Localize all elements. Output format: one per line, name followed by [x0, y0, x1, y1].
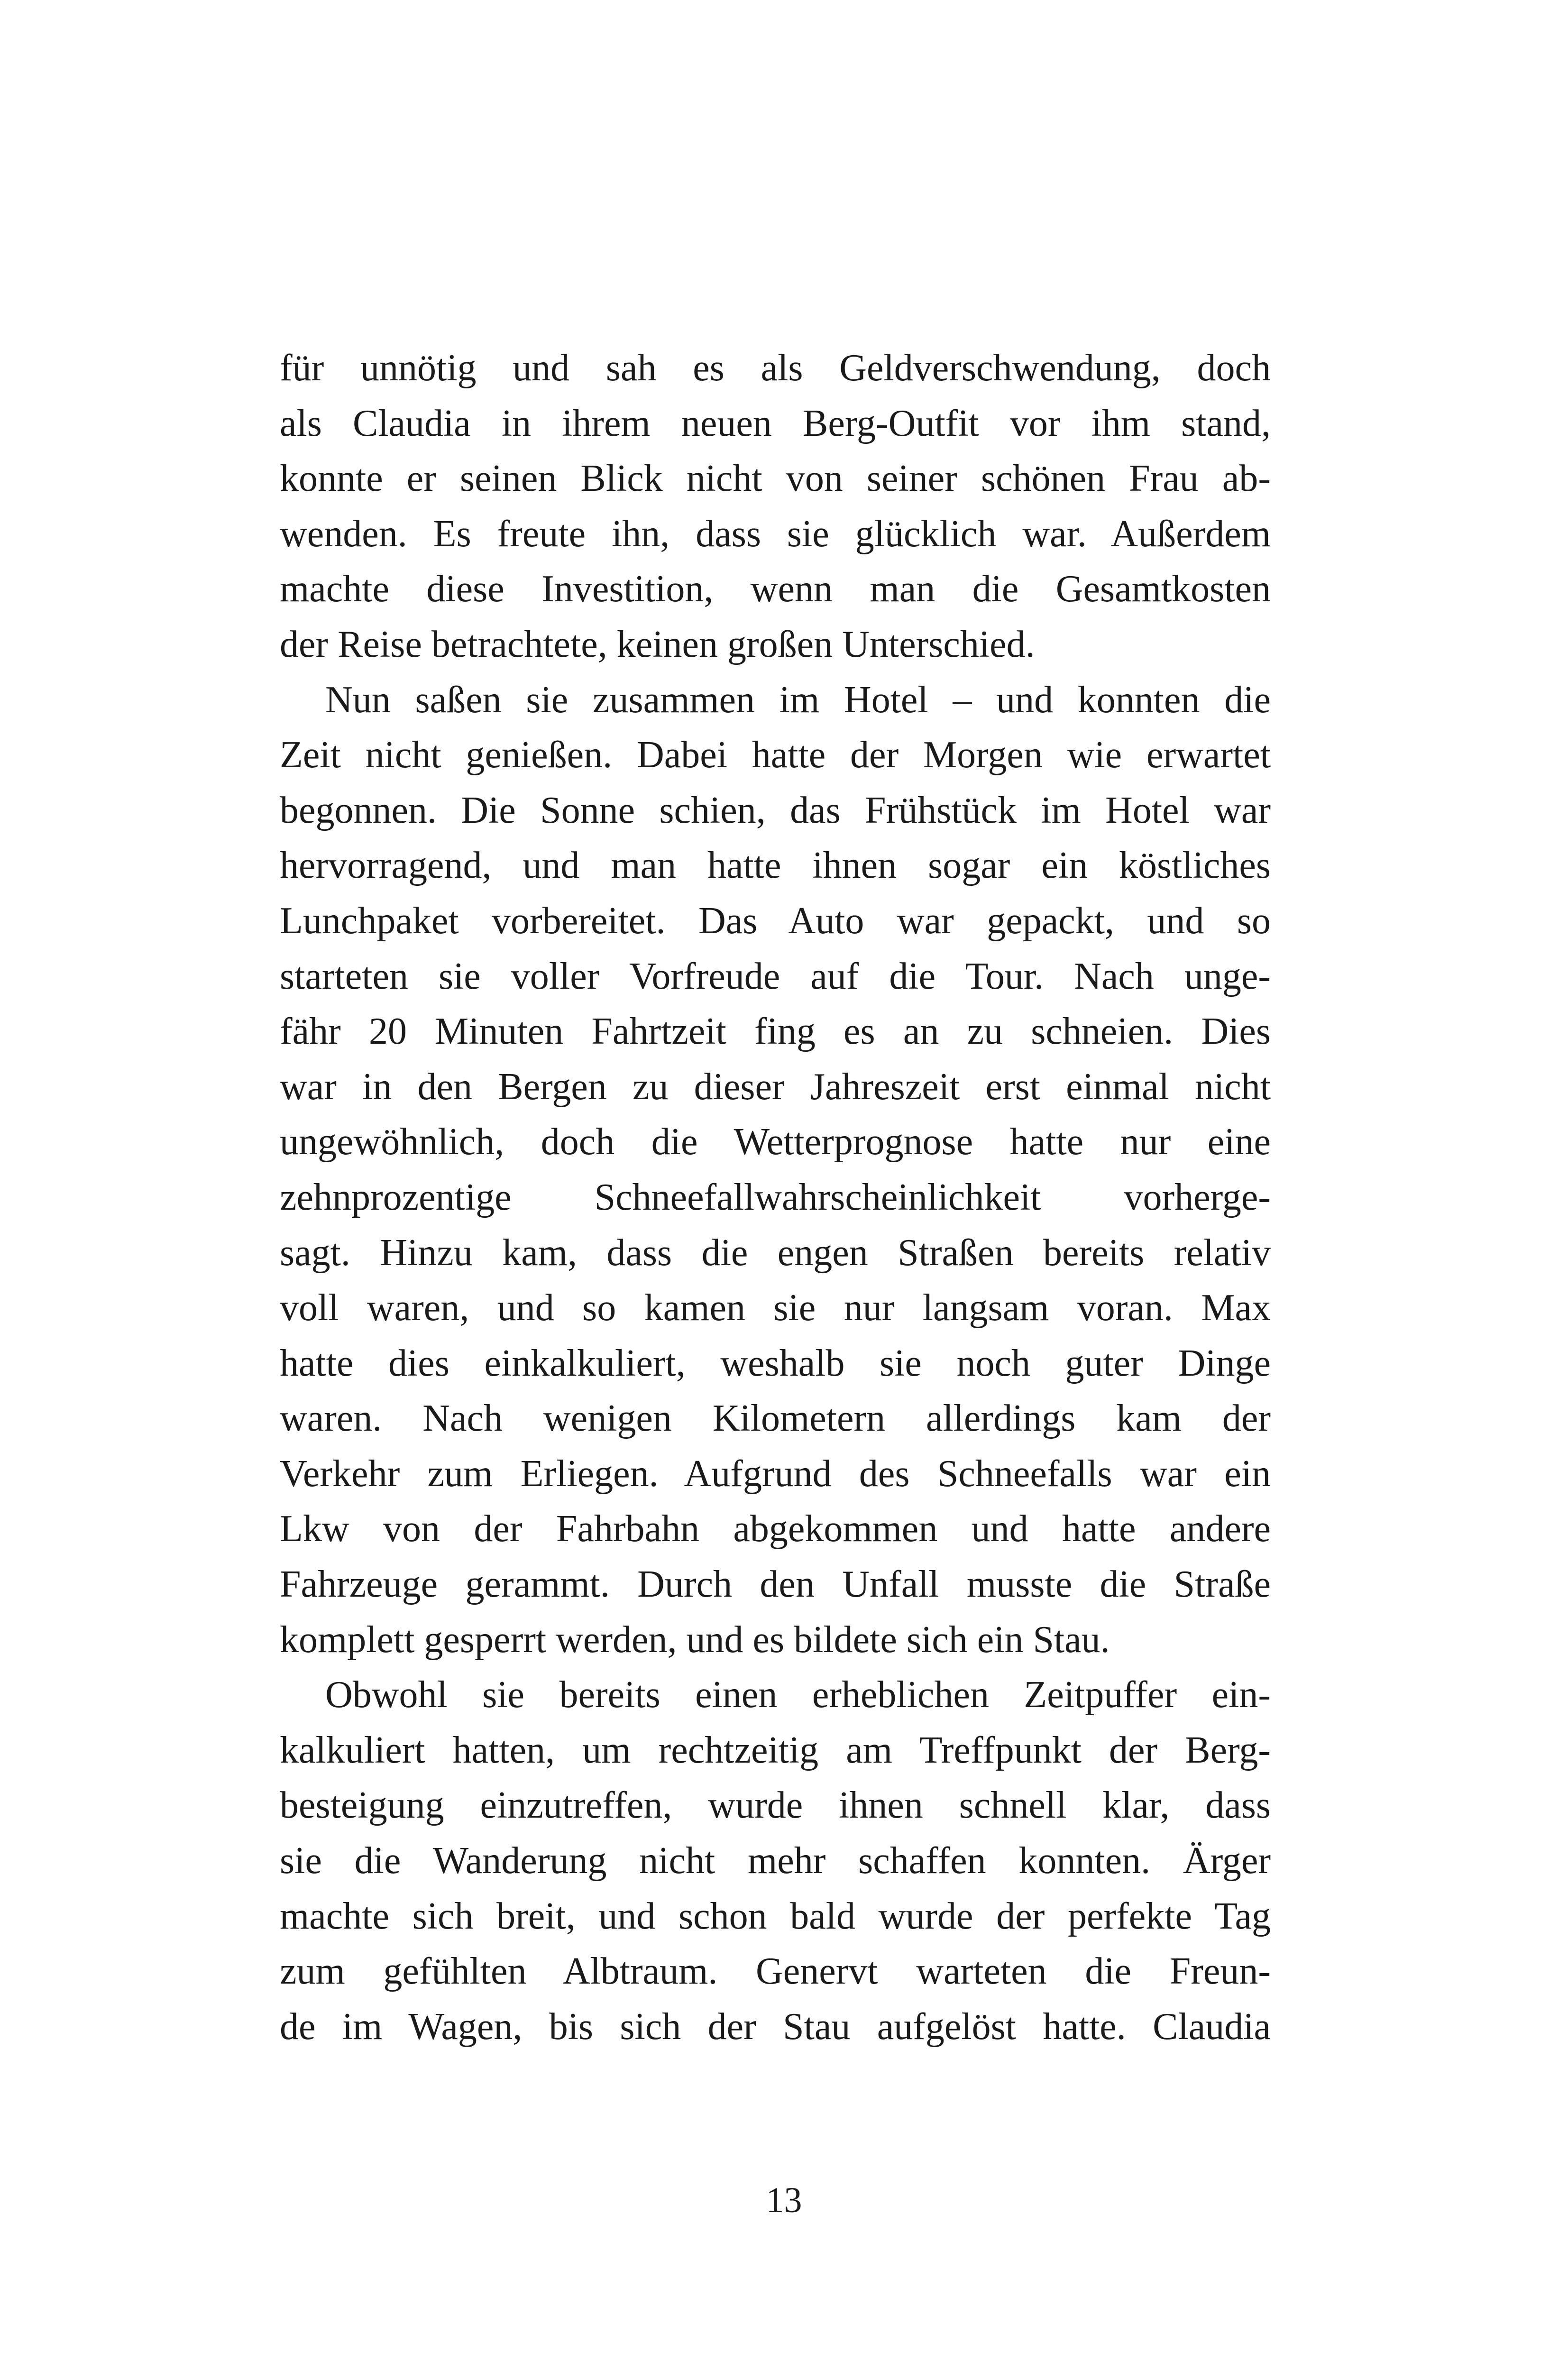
text-line: ungewöhnlich, doch die Wetterprognose hatte nur eine	[280, 1121, 1271, 1163]
text-line: de im Wagen, bis sich der Stau aufgelöst hatte. Claudia	[280, 2005, 1271, 2048]
text-line: komplett gesperrt werden, und es bildete sich ein Stau.	[280, 1618, 1110, 1661]
text-line: Fahrzeuge gerammt. Durch den Unfall musste die Straße	[280, 1563, 1271, 1606]
body-text	[280, 340, 1271, 2054]
text-line: wenden. Es freute ihn, dass sie glücklich war. Außerdem	[280, 513, 1271, 555]
text-line: Zeit nicht genießen. Dabei hatte der Morgen wie erwartet	[280, 734, 1271, 776]
text-line: zum gefühlten Albtraum. Genervt warteten die Freun-	[280, 1950, 1271, 1993]
text-line: als Claudia in ihrem neuen Berg-Outfit vor ihm stand,	[280, 402, 1271, 444]
text-line: starteten sie voller Vorfreude auf die Tour. Nach unge-	[280, 955, 1271, 997]
text-line: für unnötig und sah es als Geldverschwendung, doch	[280, 347, 1271, 389]
text-line: begonnen. Die Sonne schien, das Frühstück im Hotel war	[280, 789, 1271, 831]
text-line: kalkuliert hatten, um rechtzeitig am Treffpunkt der Berg-	[280, 1729, 1271, 1771]
text-line: Nun saßen sie zusammen im Hotel – und konnten die	[325, 679, 1271, 721]
text-line: machte sich breit, und schon bald wurde der perfekte Tag	[280, 1895, 1271, 1937]
text-line: Lkw von der Fahrbahn abgekommen und hatte andere	[280, 1508, 1271, 1550]
text-line: konnte er seinen Blick nicht von seiner schönen Frau ab-	[280, 458, 1271, 500]
page-number: 13	[766, 2180, 802, 2220]
text-line: hatte dies einkalkuliert, weshalb sie noch guter Dinge	[280, 1342, 1271, 1384]
text-line: Lunchpaket vorbereitet. Das Auto war gepackt, und so	[280, 900, 1271, 942]
text-line: sie die Wanderung nicht mehr schaffen konnten. Ärger	[280, 1840, 1271, 1882]
text-line: zehnprozentige Schneefallwahrscheinlichkeit vorherge-	[280, 1176, 1271, 1218]
text-line: voll waren, und so kamen sie nur langsam voran. Max	[280, 1287, 1271, 1329]
text-line: besteigung einzutreffen, wurde ihnen schnell klar, dass	[280, 1784, 1271, 1827]
text-line: fähr 20 Minuten Fahrtzeit fing es an zu schneien. Dies	[280, 1011, 1271, 1053]
text-line: der Reise betrachtete, keinen großen Unterschied.	[280, 623, 1035, 665]
text-line: hervorragend, und man hatte ihnen sogar ein köstliches	[280, 845, 1271, 887]
text-line: machte diese Investition, wenn man die Gesamtkosten	[280, 568, 1271, 610]
text-line: sagt. Hinzu kam, dass die engen Straßen bereits relativ	[280, 1231, 1271, 1274]
text-line: war in den Bergen zu dieser Jahreszeit erst einmal nicht	[280, 1066, 1271, 1108]
text-line: Obwohl sie bereits einen erheblichen Zeitpuffer ein-	[325, 1674, 1271, 1716]
text-line: Verkehr zum Erliegen. Aufgrund des Schneefalls war ein	[280, 1452, 1271, 1495]
text-line: waren. Nach wenigen Kilometern allerdings kam der	[280, 1397, 1271, 1440]
